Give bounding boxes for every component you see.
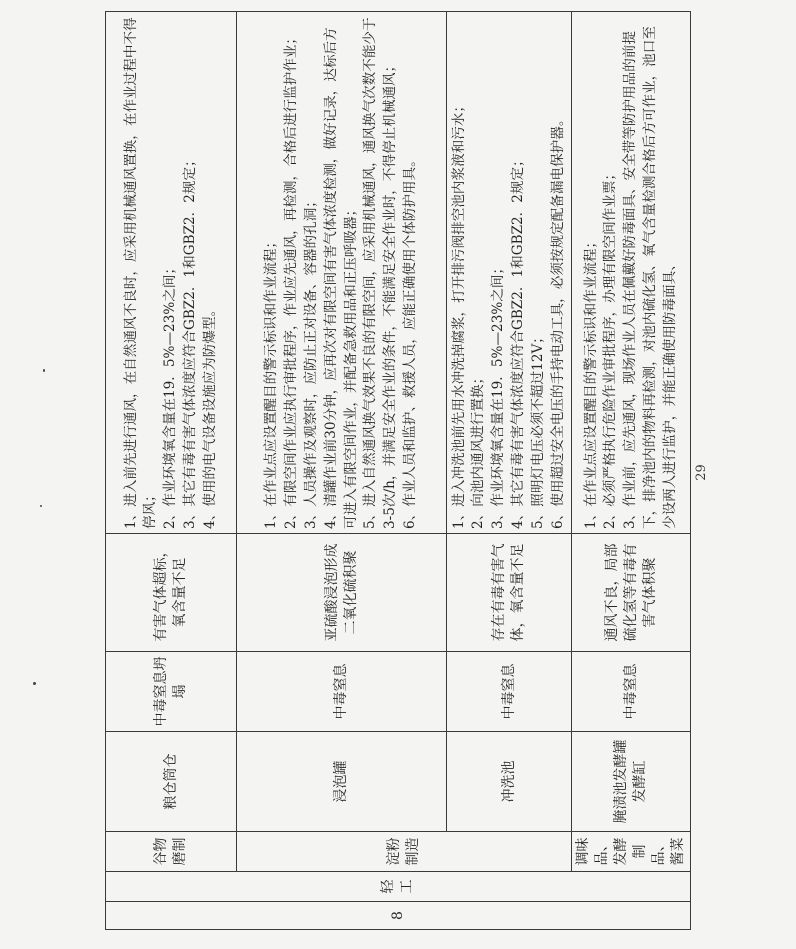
table-row [106, 12, 237, 930]
measure-item: 3、其它有毒有害气体浓度应符合GBZ2．1和GBZ2．2规定； [181, 153, 198, 529]
hazard-type: 中毒窒息 [237, 652, 447, 732]
hazard-type: 中毒窒息 [572, 652, 691, 732]
table-row [447, 12, 572, 930]
prevention-measures [572, 12, 691, 534]
measure-item: 3、人员操作及观察时，应防止正对设备、容器的孔洞； [302, 194, 319, 529]
scan-speck [43, 369, 45, 372]
sub-industry: 调味品、发酵制品、酱菜 [572, 832, 691, 872]
measure-item: 5、进入自然通风换气效果不良的有限空间，应采用机械通风，通风换气次数不能少于3-5次/h，并满足安全作业的条件，不能满足安全作业时，不得停止机械通风； [362, 17, 399, 529]
measure-item: 4、使用的电气设备设施应为防爆型。 [201, 302, 218, 529]
table-row [572, 12, 691, 930]
page-number: 29 [693, 464, 709, 481]
measure-item: 6、使用超过安全电压的手持电动工具，必须按规定配备漏电保护器。 [549, 112, 566, 529]
hazard-cause: 亚硫酸浸泡形成二氧化硫积聚 [237, 534, 447, 652]
hazard-type: 中毒窒息坍塌 [106, 652, 237, 732]
prevention-measures [106, 12, 237, 534]
scan-speck [33, 682, 36, 685]
measure-item: 5、照明灯电压必须不超过12V； [529, 330, 546, 529]
rotated-table-wrapper [105, 12, 686, 930]
measure-item: 1、进入前先进行通风，在自然通风不良时，应采用机械通风置换，在作业过程中不得停风； [122, 17, 159, 529]
industry-name: 轻工 [106, 872, 691, 902]
measure-item: 1、在作业点应设置醒目的警示标识和作业流程； [582, 234, 599, 529]
work-place: 浸泡罐 [237, 732, 447, 832]
measure-item: 2、作业环境氧含量在19．5%—23%之间； [162, 260, 179, 529]
hazard-cause: 存在有毒有害气体，氧含量不足 [447, 534, 572, 652]
measure-item: 2、必须严格执行危险作业审批程序，办理有限空间作业票； [602, 166, 619, 529]
table-row [237, 12, 447, 930]
measure-item: 4、清罐作业前30分钟，应再次对有限空间有害气体浓度检测，做好记录，达标后方可进入有限空间作业，并配备急救用品和正压呼吸器； [322, 27, 359, 529]
measure-item: 6、作业人员和监护、救援人员，应能正确使用个体防护用具。 [401, 153, 418, 529]
prevention-measures [237, 12, 447, 534]
industry-index: 8 [106, 902, 691, 930]
measure-item: 2、向池内通风进行置换； [470, 370, 487, 529]
hazard-table [105, 11, 691, 930]
sub-industry: 谷物磨制 [106, 832, 237, 872]
work-place: 冲洗池 [447, 732, 572, 832]
measure-item: 4、其它有毒有害气体浓度应符合GBZ2．1和GBZ2．2规定； [510, 153, 526, 529]
sub-industry: 淀粉制造 [237, 832, 572, 872]
prevention-measures [447, 12, 572, 534]
measure-item: 3、作业环境氧含量在19．5%—23%之间； [490, 260, 507, 529]
measure-item: 1、进入冲洗池前先用水冲洗掉腐浆，打开排污阀排空池内浆液和污水； [450, 98, 467, 529]
hazard-cause: 有害气体超标，氧含量不足 [106, 534, 237, 652]
work-place: 腌渍池发酵罐发酵缸 [572, 732, 691, 832]
measure-item: 2、有限空间作业应执行审批程序，作业应先通风，再检测，合格后进行监护作业； [283, 30, 300, 529]
scan-speck [40, 505, 42, 507]
hazard-type: 中毒窒息 [447, 652, 572, 732]
work-place: 粮仓筒仓 [106, 732, 237, 832]
measure-item: 1、在作业点应设置醒目的警示标识和作业流程； [263, 234, 280, 529]
measure-item: 3、作业前，应先通风，现场作业人员在佩戴好防毒面具、安全带等防护用品的前提下，排净池内的物料再检测，对池内硫化氢、氧气含量检测合格后方可作业，池口至少设两人进行监护，并能正确使用防毒面具、 [622, 26, 678, 529]
hazard-cause: 通风不良，局部硫化氢等有毒有害气体积聚 [572, 534, 691, 652]
